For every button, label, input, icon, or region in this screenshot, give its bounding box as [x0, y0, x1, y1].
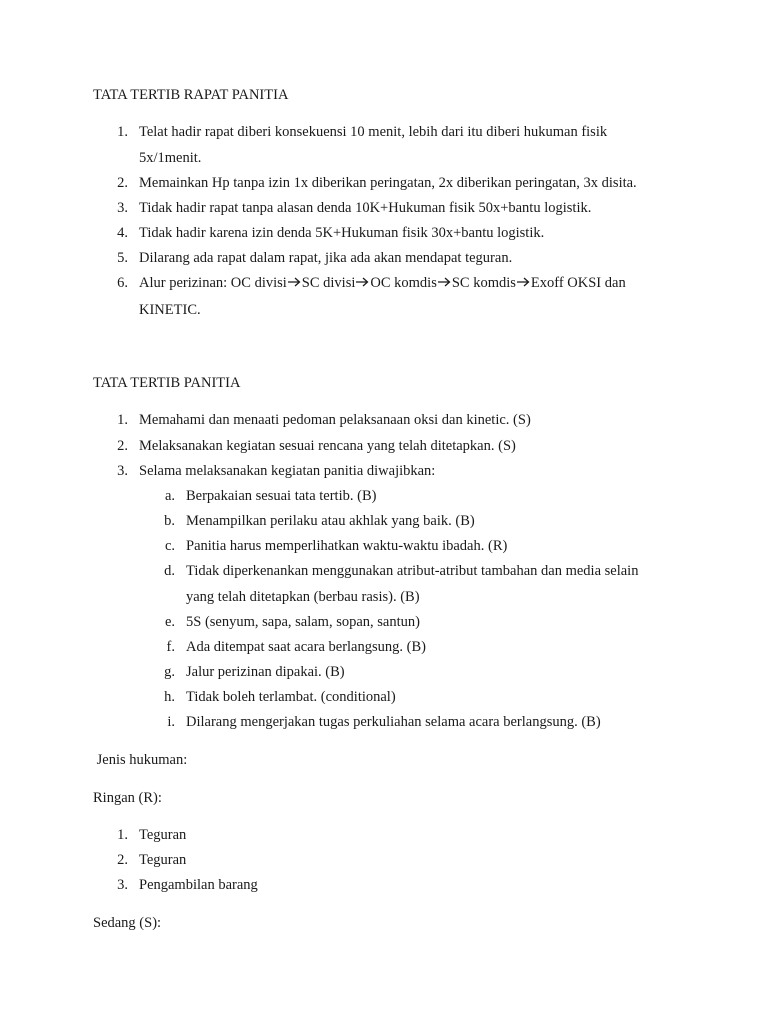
list-number: 2. [117, 852, 128, 868]
sublist-item-text: Dilarang mengerjakan tugas perkuliahan selama acara berlangsung. (B) [186, 714, 601, 730]
list-item-text: Teguran [139, 827, 187, 843]
sublist-item-text-continued: yang telah ditetapkan (berbau rasis). (B) [186, 589, 420, 605]
sedang-heading: Sedang (S): [93, 915, 162, 931]
list-item-text: Tidak hadir rapat tanpa alasan denda 10K+Hukuman fisik 50x+bantu logistik. [139, 200, 592, 216]
list-number: 3. [117, 463, 128, 479]
list-number: 2. [117, 175, 128, 191]
list-number: 5. [117, 250, 128, 266]
sublist-letter: d. [164, 563, 175, 579]
list-item-text: Teguran [139, 852, 187, 868]
sublist-letter: a. [164, 488, 175, 504]
list-number: 1. [117, 124, 128, 140]
sublist-item-text: Berpakaian sesuai tata tertib. (B) [186, 488, 377, 504]
right-arrow-icon [356, 275, 369, 292]
sublist-letter: i. [167, 714, 175, 730]
list-item-text: Pengambilan barang [139, 877, 258, 893]
list-number: 2. [117, 438, 128, 454]
list-item-text-continued: KINETIC. [139, 302, 201, 318]
sublist-letter: h. [164, 689, 175, 705]
sublist-letter: c. [164, 538, 175, 554]
sublist-letter: f. [166, 639, 175, 655]
list-number: 3. [117, 877, 128, 893]
sublist-letter: g. [164, 664, 175, 680]
sublist-item-text: Jalur perizinan dipakai. (B) [186, 664, 345, 680]
list-number: 4. [117, 225, 128, 241]
sublist-item-text: Menampilkan perilaku atau akhlak yang baik. (B) [186, 513, 475, 529]
ringan-heading: Ringan (R): [93, 790, 162, 806]
list-item-text: Tidak hadir karena izin denda 5K+Hukuman fisik 30x+bantu logistik. [139, 225, 545, 241]
section-title-panitia: TATA TERTIB PANITIA [93, 375, 241, 391]
right-arrow-icon [288, 275, 301, 292]
list-item-text: Dilarang ada rapat dalam rapat, jika ada akan mendapat teguran. [139, 250, 513, 266]
flow-step: SC komdis [451, 275, 516, 291]
approval-flow [139, 275, 626, 292]
flow-step: SC divisi [301, 275, 356, 291]
right-arrow-icon [438, 275, 451, 292]
list-number: 6. [117, 275, 128, 291]
list-item-text: Selama melaksanakan kegiatan panitia diwajibkan: [139, 463, 436, 479]
sublist-letter: b. [164, 513, 175, 529]
sublist-item-text: Tidak boleh terlambat. (conditional) [186, 689, 396, 705]
list-item-text-continued: 5x/1menit. [139, 150, 202, 166]
list-item-text: Telat hadir rapat diberi konsekuensi 10 menit, lebih dari itu diberi hukuman fisik [139, 124, 608, 140]
flow-step: Exoff OKSI dan [530, 275, 626, 291]
list-item-text: Memahami dan menaati pedoman pelaksanaan oksi dan kinetic. (S) [139, 412, 531, 428]
sublist-item-text: 5S (senyum, sapa, salam, sopan, santun) [186, 614, 420, 630]
sublist-letter: e. [164, 614, 175, 630]
section-title-rapat: TATA TERTIB RAPAT PANITIA [93, 87, 289, 103]
list-item-text: Melaksanakan kegiatan sesuai rencana yang telah ditetapkan. (S) [139, 438, 516, 454]
sublist-item-text: Tidak diperkenankan menggunakan atribut-atribut tambahan dan media selain [186, 563, 639, 579]
list-item-text: Memainkan Hp tanpa izin 1x diberikan peringatan, 2x diberikan peringatan, 3x disita. [139, 175, 637, 191]
list-number: 3. [117, 200, 128, 216]
punishment-types-heading: Jenis hukuman: [93, 752, 188, 768]
flow-step: OC komdis [370, 275, 437, 291]
list-number: 1. [117, 412, 128, 428]
sublist-item-text: Ada ditempat saat acara berlangsung. (B) [186, 639, 426, 655]
flow-step: Alur perizinan: OC divisi [139, 275, 287, 291]
right-arrow-icon [517, 275, 530, 292]
list-number: 1. [117, 827, 128, 843]
sublist-item-text: Panitia harus memperlihatkan waktu-waktu ibadah. (R) [186, 538, 508, 554]
